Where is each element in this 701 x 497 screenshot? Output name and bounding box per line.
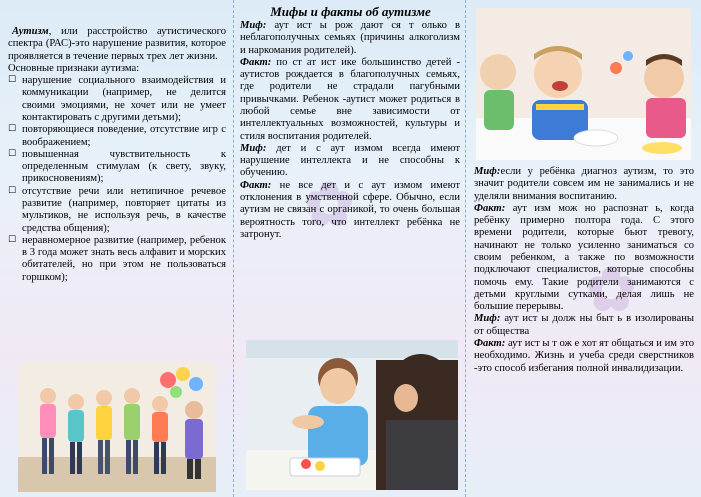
myth-block: Миф: аут ист ы рож дают ся т олько в неблагополучных семьях (причины алкоголизм и наркомания родителей). [240, 20, 460, 56]
list-item: ☐ нарушение социального взаимодействия и коммуникации (например, не делится своими эмоциями, не хочет или не умеет контактировать с другими детьми); [8, 75, 226, 123]
watermark-icon: ✿ [304, 171, 355, 238]
list-item: ☐ отсутствие речи или нетипичное речевое развитие (например, повторяет цитаты из мультиков, не используя речь, в качестве средства общения); [8, 185, 226, 234]
fact-block: Факт: аут ист ы т ож е хот ят общаться и им это необходимо. Жизнь и учеба среди сверстников -это способ избегания полной инвалидизации. [474, 337, 694, 374]
bullet-icon: ☐ [8, 185, 17, 196]
bullet-icon: ☐ [8, 124, 17, 135]
fact-block: Факт: аут изм мож но распознат ь, когда ребёнку примерно полтора года. С этого времени родители, которые бьют тревогу, начинают не только усиленно заниматься со своим ребенком, а также по возможности подключают специалистов, которые способны помочь ему. Такие родители занимаются с детьми круглыми сутками, делая лишь не большие перерывы. [474, 202, 694, 313]
list-item: ☐ повышенная чувствительность к определенным стимулам (к свету, звуку, прикосновениям); [8, 148, 226, 185]
intro-paragraph [8, 26, 226, 63]
intro-text-block [8, 26, 226, 284]
signs-heading: Основные признаки аутизма: [8, 62, 140, 74]
myths-facts-text-continued [474, 166, 694, 375]
panel-autism-intro [0, 0, 233, 497]
bullet-icon: ☐ [8, 234, 17, 245]
intro-term: Аутизм [12, 26, 49, 37]
intro-rest: , или расстройство аутистического спектра (РАС)-это нарушение развития, которое проявляется в течение первых трех лет жизни. [8, 26, 226, 62]
children-eating-photo [476, 8, 691, 160]
children-dancing-photo [18, 362, 216, 492]
fact-block: Факт: по ст ат ист ике большинство детей - аутистов рождается в благополучных семьях, где родители не страдали пагубными привычками. Ребенок -аутист может родиться в любой семье вне зависимости от интеллектуальных возможностей, культуры и стиля воспитания родителей. [240, 56, 460, 142]
bullet-icon: ☐ [8, 148, 17, 159]
myth-block: Миф: дет и с аут измом всегда имеют нарушение интеллекта и не способны к обучению. [240, 142, 460, 179]
fact-block: Факт: не все дет и с аут измом имеют отклонения в умственной сфере. Обычно, если аутизм не связан с органикой, то очень большая вероятность того, что интеллект ребёнка не затронут. [240, 179, 460, 240]
bullet-icon: ☐ [8, 75, 17, 86]
panel-myths-facts-continued [466, 0, 701, 497]
myth-block: Миф: аут ист ы долж ны быт ь в изолированы от общества [474, 313, 694, 337]
watermark-icon: ✿ [586, 256, 637, 323]
boy-therapy-photo [246, 340, 458, 490]
myth-block: Миф:если у ребёнка диагноз аутизм, то это значит родители совсем им не занимались и не уделяли внимания воспитанию. [474, 166, 694, 202]
list-item: ☐ повторяющиеся поведение, отсутствие игр с воображением; [8, 124, 226, 148]
myths-facts-text [240, 20, 460, 241]
section-title: Мифы и факты об аутизме [270, 4, 431, 19]
panel-myths-facts [233, 0, 466, 497]
list-item: ☐ неравномерное развитие (например, ребенок в 3 года может знать весь алфавит и морских обитателей, но при этом не пользоваться горшком); [8, 234, 226, 283]
